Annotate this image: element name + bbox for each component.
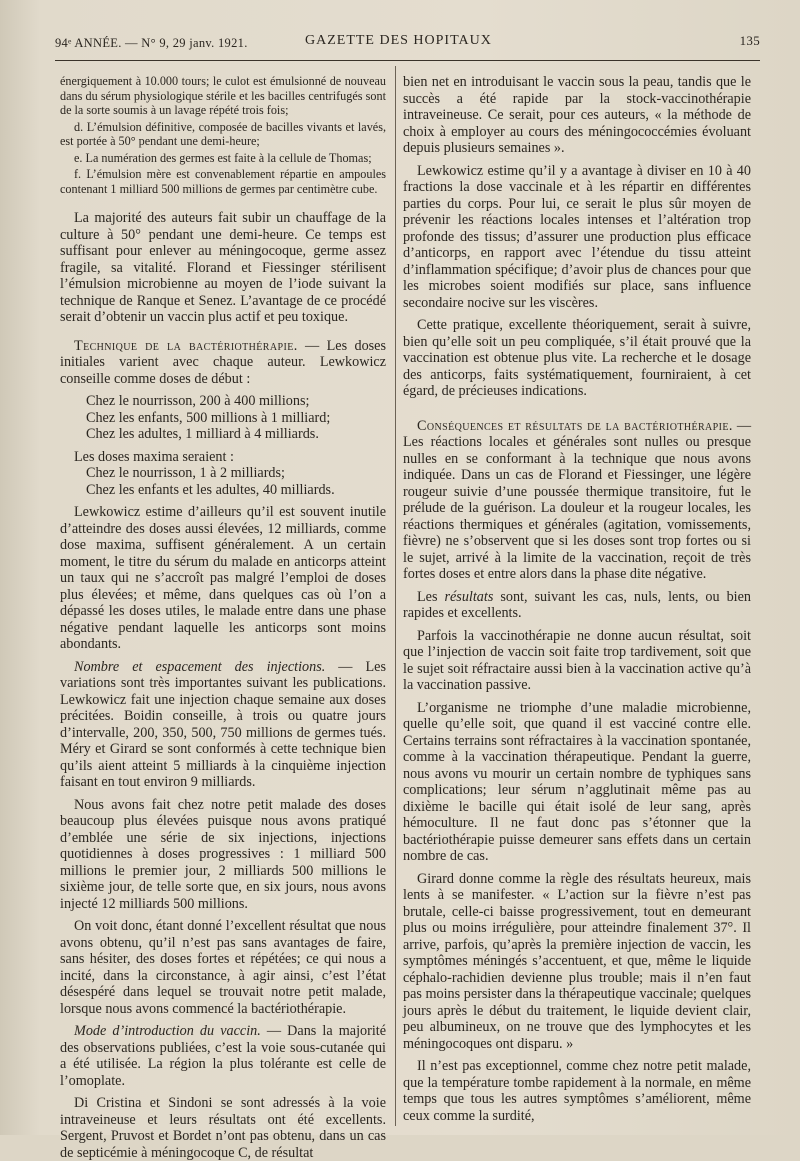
section-text: — Les variations sont très importantes suivant les publications. Lewkowicz fait une injection chaque semaine aux doses précitées. Boidin conseille, à trois ou quatre jours d’intervalle, 200, 350, 500, 750 millions de germes tués. Méry et Girard se sont conformés à cette technique bien qu’ils aient atteint 5 milliards à la cinquième injection faisant en tout environ 9 milliards.	[60, 658, 386, 790]
section-heading: Mode d’introduction du vaccin.	[74, 1023, 261, 1039]
section-heading: Conséquences et résultats de la bactériothérapie.	[417, 417, 733, 434]
column-divider	[395, 66, 396, 1126]
paragraph: d. L’émulsion définitive, composée de bacilles vivants et lavés, est portée à 50° pendant une demi-heure;	[60, 119, 386, 148]
dose-line: Chez les enfants, 500 millions à 1 milliard;	[86, 409, 331, 426]
section-paragraph	[403, 418, 751, 583]
paragraph: Parfois la vaccinothérapie ne donne aucun résultat, soit que l’injection de vaccin soit faite trop tardivement, soit que le sujet soit réfractaire aussi bien à la vaccination active qu’à la vaccination passive.	[403, 627, 751, 693]
paragraph: On voit donc, étant donné l’excellent résultat que nous avons obtenu, qu’il n’est pas sans avantages de faire, sans hésiter, des doses fortes et répétées; ce qui nous a incité, dans la circonstance, à agir ainsi, c’est l’état désespéré dans lequel se trouvait notre petit malade, lorsque nous avons commencé la bactériothérapie.	[60, 918, 386, 1017]
paragraph: Di Cristina et Sindoni se sont adressés à la voie intraveineuse et leurs résultats ont été excellents. Sergent, Pruvost et Bordet n’ont pas obtenu, dans un cas de septicémie à méningocoque C, de résultat	[60, 1095, 386, 1161]
section-text: — Les doses initiales varient avec chaque auteur. Lewkowicz conseille comme doses de début :	[60, 337, 386, 387]
paragraph: énergiquement à 10.000 tours; le culot est émulsionné de nouveau dans du sérum physiologique stérile et les bacilles centrifugés sont de la sorte soumis à un lavage répété trois fois;	[60, 74, 386, 117]
page-number: 135	[739, 33, 760, 48]
page-header	[55, 30, 760, 52]
section-text: — Dans la majorité des observations publiées, c’est la voie sous-cutanée qui a été utilisée. La région la plus tolérante est celle de l’omoplate.	[60, 1023, 387, 1089]
section-heading: Technique de la bactériothérapie.	[74, 337, 298, 354]
section-heading: Nombre et espacement des injections.	[74, 658, 326, 675]
header-rule	[55, 60, 760, 61]
paragraph: Cette pratique, excellente théoriquement, serait à suivre, bien qu’elle soit un peu compliquée, s’il était prouvé que la vaccination est obtenue plus vite. La recherche et le dosage des anticorps, faits systématiquement, fourniraient, à cet égard, de précieuses indications.	[403, 317, 751, 399]
paragraph: e. La numération des germes est faite à la cellule de Thomas;	[74, 150, 372, 165]
dose-line: Chez le nourrisson, 200 à 400 millions;	[86, 393, 310, 409]
paragraph: f. L’émulsion mère est convenablement répartie en ampoules contenant 1 milliard 500 millions de germes par centimètre cube.	[60, 167, 386, 196]
paragraph: L’organisme ne triomphe d’une maladie microbienne, quelle qu’elle soit, que quand il est vacciné contre elle. Certains terrains sont réfractaires à la vaccination spontanée, comme à la vaccination thérapeutique. Pendant la guerre, nous avons vu mourir un certain nombre de typhiques sans complications; leur sérum n’agglutinait même pas au dixième le bacille qui était isolé de leur sang, après hémoculture. Il ne faut donc pas s’étonner que la bactériothérapie puisse demeurer sans effets dans un certain nombre de cas.	[403, 699, 751, 864]
paragraph: Les doses maxima seraient :	[74, 448, 234, 465]
right-column	[403, 74, 751, 1124]
paragraph: Nous avons fait chez notre petit malade des doses beaucoup plus élevées puisque nous avons pratiqué d’emblée une série de six injections, injections quotidiennes à doses progressives : 1 milliard 500 millions le premier jour, 2 milliards 500 millions le sixième jour, de telle sorte que, en six jours, nous avons injecté 12 milliards 500 millions.	[60, 796, 386, 912]
text-run: Les	[417, 588, 445, 605]
section-paragraph	[60, 659, 386, 791]
paragraph: bien net en introduisant le vaccin sous la peau, tandis que le succès a été rapide par la stock-vaccinothérapie intraveineuse. Ce serait, pour ces auteurs, « la méthode de choix à employer au cours des méningococcémies évoluant depuis plusieurs semaines ».	[403, 74, 751, 156]
dose-line: Chez le nourrisson, 1 à 2 milliards;	[86, 465, 285, 481]
emphasis: résultats	[444, 588, 494, 605]
section-text: — Les réactions locales et générales sont nulles ou presque nulles en se conformant à la technique que nous avons indiquée. Dans un cas de Florand et Fiessinger, une légère rougeur suivie d’une poussée thermique transitoire, fut le prélude de la guérison. La douleur et la rougeur locales, les réactions thermiques et générales (agitation, vomissements, fièvre) ne s’observent que si les doses sont trop fortes ou si le sujet, arrivé à la limite de la vaccination, reçoit de très fortes doses et entre alors dans la phase dite négative.	[403, 417, 752, 582]
publication-title: GAZETTE DES HOPITAUX	[305, 33, 492, 48]
paragraph: Il n’est pas exceptionnel, comme chez notre petit malade, que la température tombe rapidement à la normale, en même temps que tous les autres symptômes s’améliorent, même ceux comme la surdité,	[403, 1058, 751, 1124]
dose-line: Chez les enfants et les adultes, 40 milliards.	[86, 481, 335, 498]
paragraph: La majorité des auteurs fait subir un chauffage de la culture à 50° pendant une demi-heure. Ce temps est suffisant pour enlever au méningocoque, germe assez fragile, sa vitalité. Florand et Fiessinger stérilisent l’émulsion microbienne au moyen de l’iode suivant la technique de Ranque et Senez. L’avantage de ce procédé serait d’obtenir un vaccin plus actif et peu toxique.	[60, 210, 386, 325]
paragraph: Lewkowicz estime d’ailleurs qu’il est souvent inutile d’atteindre des doses aussi élevées, 12 milliards, comme dose maxima, suffisent généralement. A un certain moment, le titre du sérum du malade en anticorps atteint un taux qui ne s’accroît pas malgré l’emploi de doses plus élevées; et même, dans quelques cas où l’on a dépassé les doses utiles, le malade entre dans une phase négative pendant laquelle les anticorps sont moins abondants.	[60, 504, 386, 652]
left-column	[60, 74, 387, 1161]
issue-info: 94ᵉ ANNÉE. — N° 9, 29 janv. 1921.	[55, 36, 248, 50]
dose-line: Chez les adultes, 1 milliard à 4 milliards.	[86, 426, 319, 442]
section-paragraph	[60, 1023, 386, 1089]
text-run: sont, suivant les cas, nuls, lents, ou bien rapides et excellents.	[403, 588, 751, 621]
section-paragraph	[60, 338, 386, 388]
paragraph: Lewkowicz estime qu’il y a avantage à diviser en 10 à 40 fractions la dose vaccinale et à les répartir en différentes parties du corps. Pour lui, ce serait le plus sûr moyen de prévenir les réactions locales intenses et l’altération trop profonde des tissus; d’assurer une production plus efficace d’anticorps, en rapport avec l’étendue du tissu atteint d’inflammation spécifique; d’avoir plus de chances pour que les microbes soient modifiés sur place, sans influence secondaire nocive sur les viscères.	[403, 162, 751, 311]
paragraph	[403, 589, 751, 622]
paragraph: Girard donne comme la règle des résultats heureux, mais lents à se manifester. « L’action sur la fièvre n’est pas brutale, celle-ci baisse progressivement, tout en demeurant plus ou moins irrégulière, pour atteindre finalement 37°. Il arrive, parfois, qu’après la première injection de vaccin, les symptômes méningés s’accentuent, et que, même le liquide céphalo-rachidien devienne plus trouble; mais il n’en faut pas moins persister dans la thérapeutique vaccinale; quelques jours après le début du traitement, le liquide devient clair, peu albumineux, on ne trouve que des lymphocytes et les méningocoques ont disparu. »	[403, 870, 751, 1052]
